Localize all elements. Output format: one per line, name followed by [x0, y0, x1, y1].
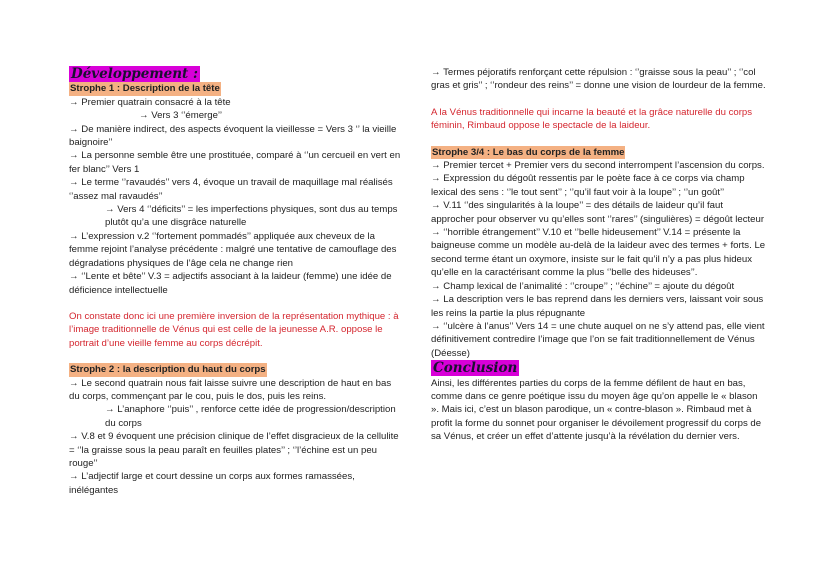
s2-line: → L’anaphore ‘’puis’’ , renforce cette idée de progression/description du corps: [105, 404, 396, 429]
s34-line: → ‘’horrible étrangement’’ V.10 et ‘’belle hideusement’’ V.14 = présente la baigneuse comme un modèle au-delà de la laideur avec des termes + forts. Le second terme étant un oxymore, insiste sur le fait qu’il n’y a pas plus hideux qu’elle en la caractérisant comme la plus ‘’belle des hideuses’’.: [431, 227, 766, 279]
s2-line: → V.8 et 9 évoquent une précision clinique de l’effet disgracieux de la cellulite = ‘’la graisse sous la peau paraît en feuilles plates’’ ; ‘’l’échine est un peu rouge’’: [69, 431, 399, 469]
s1-line: → Le terme ‘’ravaudés’’ vers 4, évoque un travail de maquillage mal réalisés ‘’assez mal ravaudés’’: [69, 177, 393, 202]
strophe1-title: Strophe 1 : Description de la tête: [70, 83, 220, 95]
s34-line: → Expression du dégoût ressentis par le poète face à ce corps via champ lexical des sens : ‘’le tout sent’’ ; ‘’qu’il faut voir à la loupe’’ ; ‘’un goût’’: [431, 173, 745, 198]
s1-line: → ‘’Lente et bête’’ V.3 = adjectifs associant à la laideur (femme) une idée de déficience intellectuelle: [69, 271, 392, 296]
s34-line: → V.11 ‘’des singularités à la loupe’’ = des détails de laideur qu’il faut approcher pour observer vu qu’elles sont ‘’rares’’ (singulières) = dégoût lecteur: [431, 200, 765, 225]
s1-conclusion: On constate donc ici une première inversion de la représentation mythique : à l’image traditionnelle de Vénus qui est celle de la jeunesse A.R. oppose le portrait d’une vieille femme au corps décrépit.: [69, 310, 399, 349]
s1-line: → Vers 4 ‘’déficits’’ = les imperfections physiques, sont dus au temps plutôt qu’a une disgrâce naturelle: [105, 204, 398, 229]
s34-line: → ‘’ulcère à l’anus’’ Vers 14 = une chute auquel on ne s’y attend pas, elle vient définitivement contredire l’image que l’on se fait traditionnellement de Vénus (Déesse): [431, 320, 765, 359]
development-heading: Développement :: [71, 66, 198, 82]
conclusion-heading: Conclusion: [433, 360, 518, 377]
s1-line: → Premier quatrain consacré à la tête: [69, 96, 231, 108]
s2-continued: → Termes péjoratifs renforçant cette répulsion : ‘’graisse sous la peau’’ ; ‘’col gras et gris’’ ; ‘’rondeur des reins’’ = donne une vision de lourdeur de la femme.: [431, 67, 766, 92]
s34-line: → Premier tercet + Premier vers du second interrompent l’ascension du corps.: [431, 160, 765, 172]
s2-line: → Le second quatrain nous fait laisse suivre une description de haut en bas du corps, commençant par le cou, puis le dos, puis les reins.: [69, 377, 392, 402]
right-column: [431, 66, 767, 444]
s34-line: → La description vers le bas reprend dans les derniers vers, laissant voir sous les reins la partie la plus répugnante: [431, 294, 764, 319]
conclusion-text: Ainsi, les différentes parties du corps de la femme défilent de haut en bas, comme dans ce genre poétique issu du moyen âge qu’on appelle le « blason ». Mais ici, c’est un blason parodique, un « contre-blason ». Rimbaud met à profit la forme du sonnet pour organiser le dévoilement progressif du corps de sa Vénus, et créer un effet d’attente jusqu’à la révélation du dernier vers.: [431, 377, 762, 443]
s1-line: → La personne semble être une prostituée, comparé à ‘’un cercueil en vert en fer blanc’’ Vers 1: [69, 150, 401, 175]
s1-line: → Vers 3 ‘’émerge’’: [139, 110, 223, 122]
s2-conclusion: A la Vénus traditionnelle qui incarne la beauté et la grâce naturelle du corps féminin, Rimbaud oppose le spectacle de la laideur.: [431, 106, 753, 132]
s1-line: → De manière indirect, des aspects évoquent la vieillesse = Vers 3 ‘’ la vieille baignoire’’: [69, 123, 397, 149]
s2-line: → L’adjectif large et court dessine un corps aux formes ramassées, inélégantes: [69, 471, 355, 496]
s34-line: → Champ lexical de l’animalité : ‘’croupe’’ ; ‘’échine’’ = ajoute du dégoût: [431, 280, 735, 292]
s1-line: → L’expression v.2 ‘’fortement pommadés’’ appliquée aux cheveux de la femme rejoint l’analyse précédente : malgré une tentative de camouflage des dégradations physiques de l’âge cela ne change rien: [69, 230, 397, 269]
left-column: [69, 66, 403, 497]
strophe34-title: Strophe 3/4 : Le bas du corps de la femme: [432, 146, 625, 158]
strophe2-title: Strophe 2 : la description du haut du corps: [70, 364, 266, 376]
